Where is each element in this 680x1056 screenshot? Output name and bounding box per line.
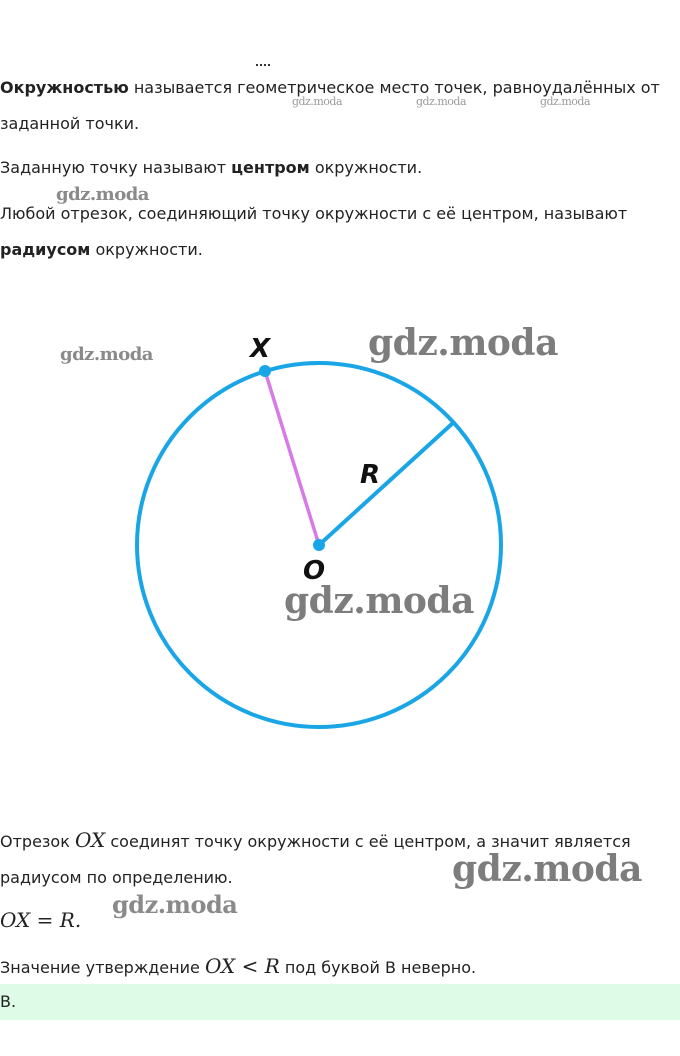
radius-sentence-line-2: [0, 240, 203, 260]
watermark: gdz.moda: [284, 580, 474, 622]
definition-text: называется геометрическое место точек, равноудалённых от: [128, 78, 660, 97]
point-x: [259, 365, 271, 377]
answer-text: В.: [0, 992, 17, 1011]
conclusion-before: Значение утверждение: [0, 958, 205, 977]
point-o: [313, 539, 325, 551]
label-r: R: [360, 460, 381, 490]
center-sentence-after: окружности.: [309, 158, 423, 177]
math-ox: OX: [74, 828, 106, 852]
watermark: gdz.moda: [56, 184, 149, 205]
explanation-after: соединят точку окружности с её центром, а значит является: [105, 832, 631, 851]
label-o: O: [303, 556, 326, 586]
math-inequality: OX < R: [204, 954, 280, 978]
term-center: центром: [231, 158, 310, 177]
center-sentence-before: Заданную точку называют: [0, 158, 232, 177]
watermark: gdz.moda: [540, 95, 591, 108]
conclusion: [0, 956, 476, 978]
label-x: X: [250, 334, 271, 364]
definition-line-2: заданной точки.: [0, 114, 140, 133]
watermark: gdz.moda: [60, 344, 153, 365]
explanation-before: Отрезок: [0, 832, 75, 851]
radius-segment: [319, 422, 454, 545]
watermark: gdz.moda: [416, 95, 467, 108]
answer-box: [0, 984, 680, 1020]
term-radius: радиусом: [0, 240, 91, 259]
equation-ox-r: OX = R.: [0, 908, 82, 932]
watermark: gdz.moda: [292, 95, 343, 108]
segment-ox: [265, 371, 319, 545]
watermark: gdz.moda: [452, 848, 642, 890]
radius-sentence-after: окружности.: [90, 240, 203, 259]
top-fragment-mark: [256, 64, 270, 68]
circle-figure: [0, 300, 680, 760]
explanation-line-2: радиусом по определению.: [0, 868, 233, 887]
watermark: gdz.moda: [112, 890, 238, 919]
watermark: gdz.moda: [368, 322, 558, 364]
term-circle: Окружностью: [0, 78, 129, 97]
center-sentence: [0, 158, 422, 178]
radius-sentence-line-1: Любой отрезок, соединяющий точку окружности с её центром, называют: [0, 204, 628, 223]
conclusion-after: под буквой В неверно.: [279, 958, 477, 977]
